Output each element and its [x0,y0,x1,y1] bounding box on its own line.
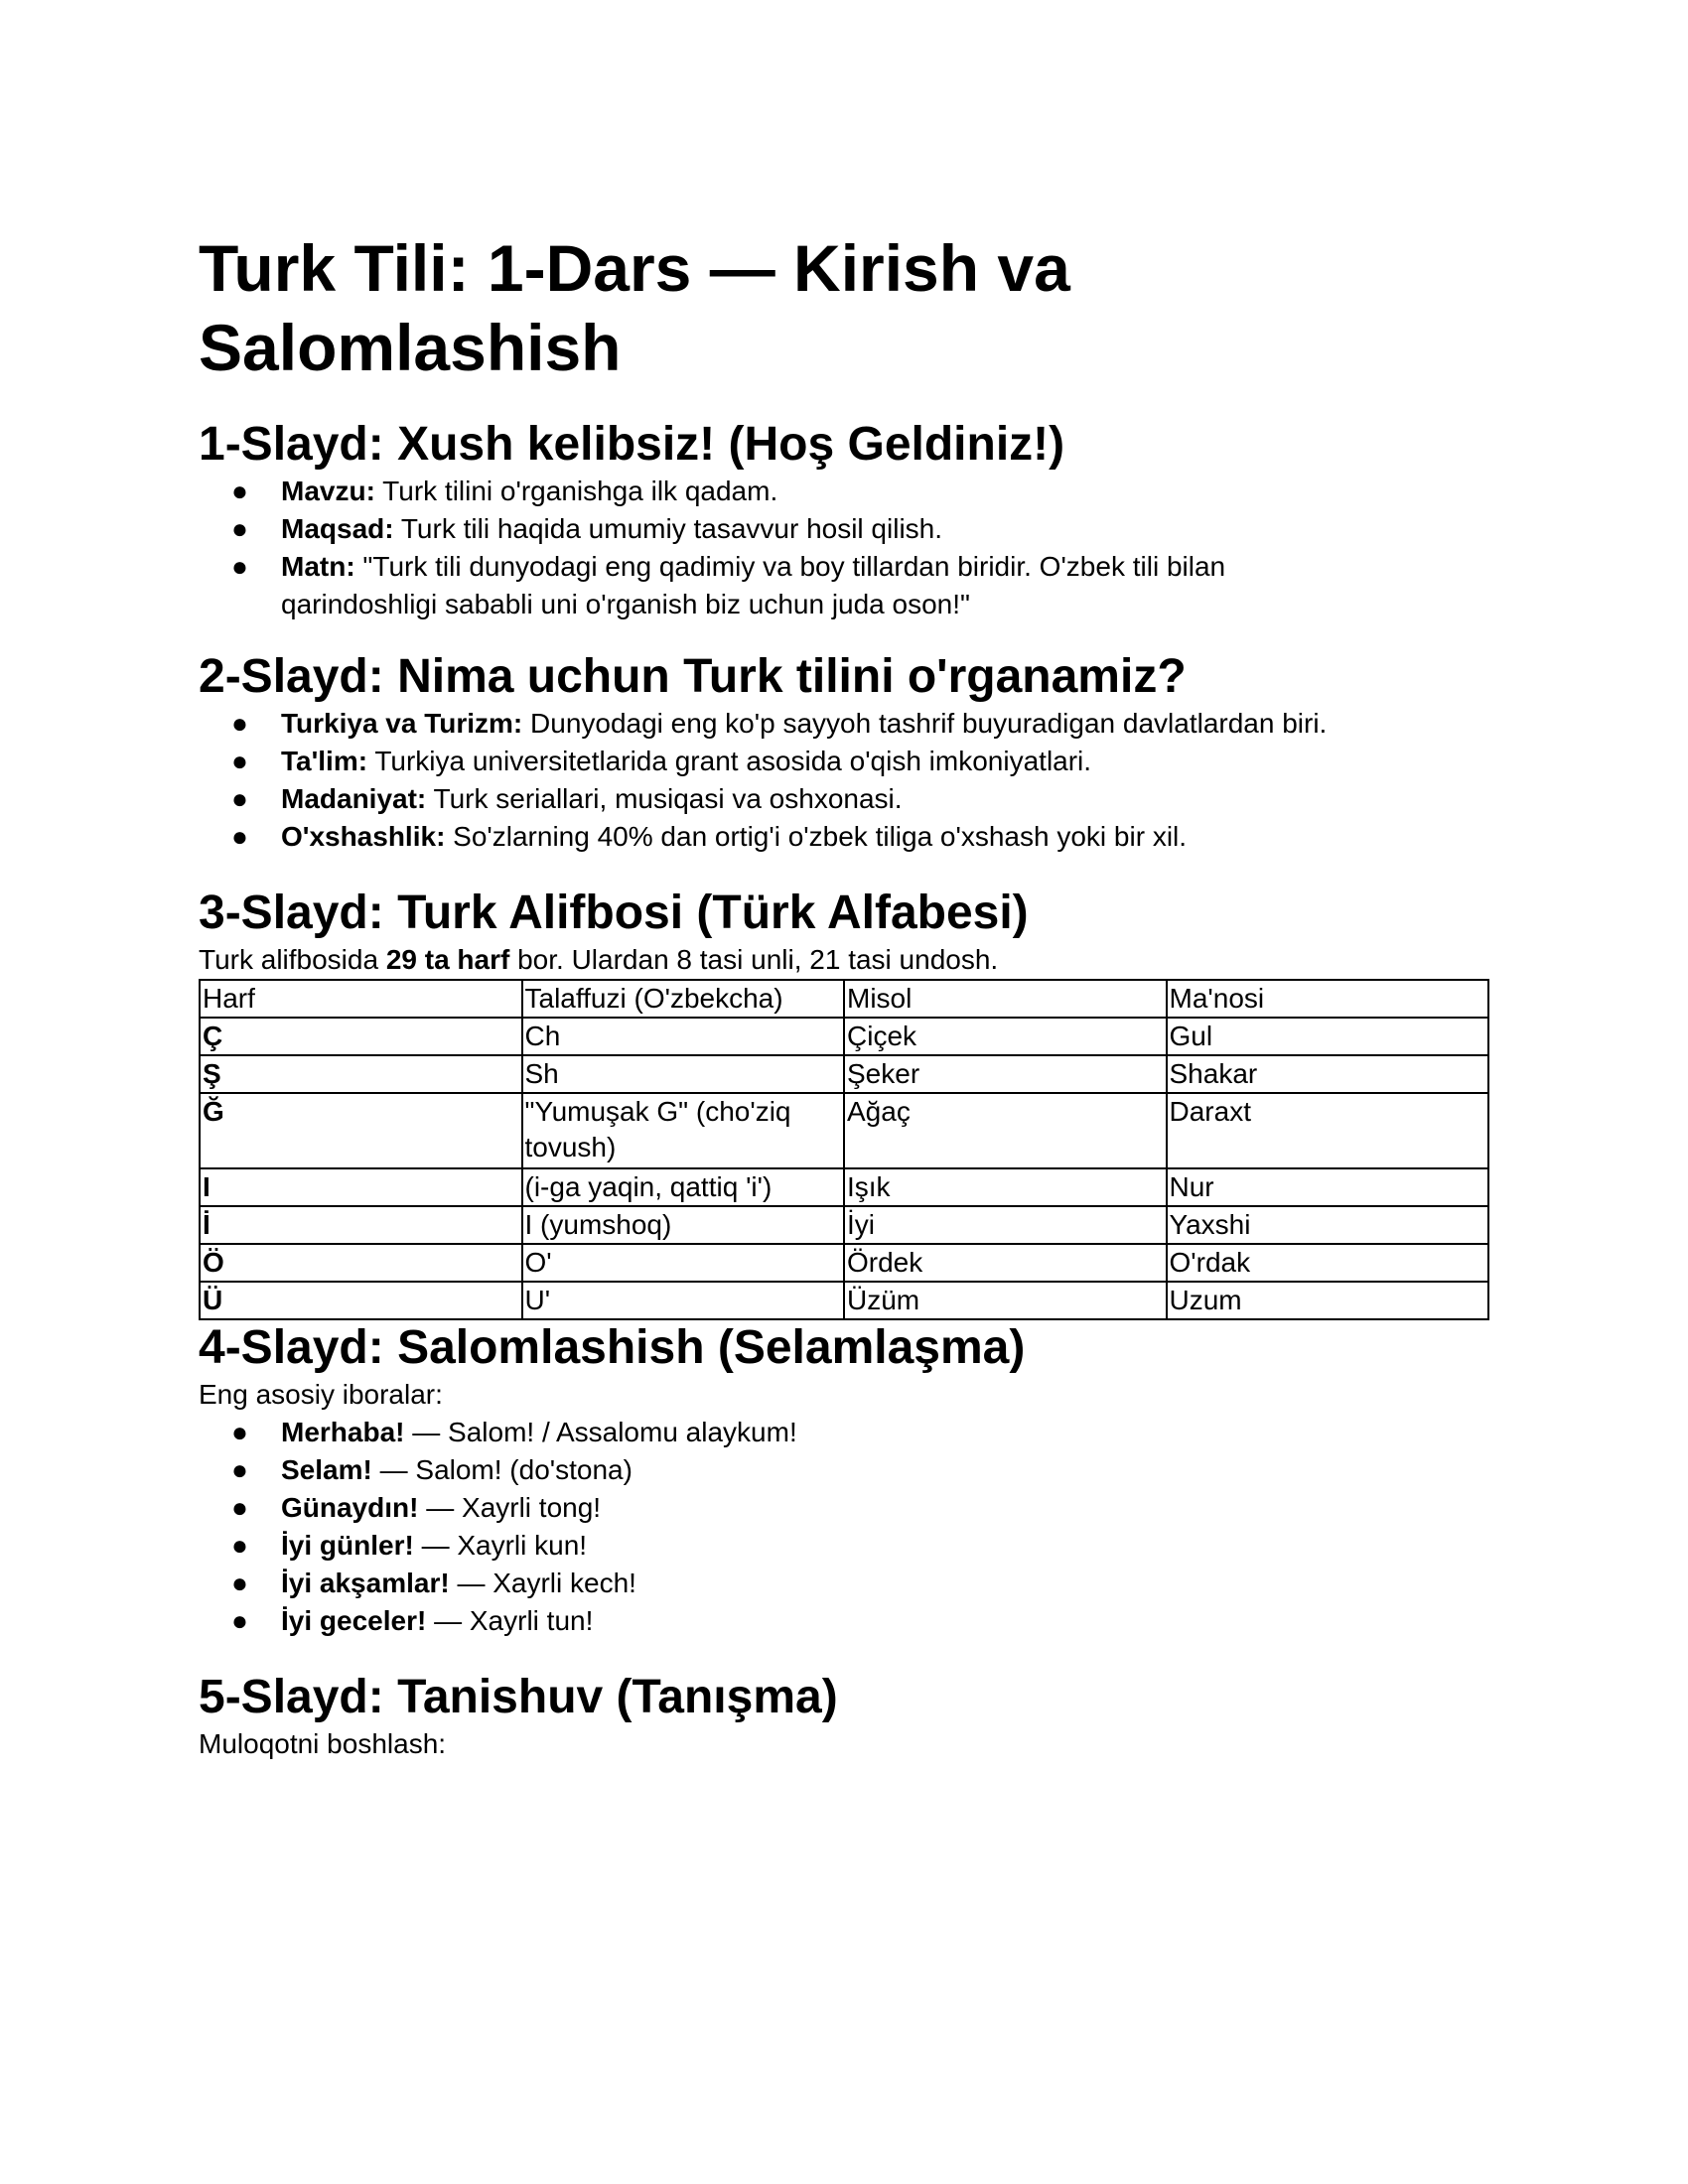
table-cell: Ördek [844,1244,1167,1282]
table-row [200,1206,1488,1244]
table-cell: Gul [1167,1018,1489,1055]
letter-cell: İ [200,1206,522,1244]
item-text: "Turk tili dunyodagi eng qadimiy va boy tillardan biridir. O'zbek tili bilan qarindoshligi sababli uni o'rganish biz uchun juda oson!" [281,551,1226,619]
list-item [199,780,1373,818]
table-row [200,1018,1488,1055]
letter-cell: Ğ [200,1093,522,1168]
table-cell: (i-ga yaqin, qattiq 'i') [522,1168,845,1206]
slide-1-list [199,473,1489,623]
list-item [199,510,1373,548]
table-header-row [200,980,1488,1018]
table-cell: O'rdak [1167,1244,1489,1282]
table-cell: Nur [1167,1168,1489,1206]
document-title: Turk Tili: 1-Dars — Kirish va Salomlashish [199,231,1070,384]
letter-cell: Ş [200,1055,522,1093]
bullet-icon: ● [231,1568,248,1598]
bullet-icon: ● [231,551,248,582]
table-cell: I (yumshoq) [522,1206,845,1244]
item-label: İyi akşamlar! [281,1568,450,1598]
intro-text: Turk alifbosida [199,944,386,975]
conversation-intro: Muloqotni boshlash: [199,1728,447,1759]
table-cell: Ch [522,1018,845,1055]
letter-cell: Ö [200,1244,522,1282]
item-text: Dunyodagi eng ko'p sayyoh tashrif buyuradigan davlatlardan biri. [522,708,1328,739]
list-item [199,548,1373,623]
item-label: Turkiya va Turizm: [281,708,523,739]
header-cell: Harf [200,980,522,1018]
item-label: Matn: [281,551,355,582]
item-text: Turk seriallari, musiqasi va oshxonasi. [426,783,903,814]
greetings-intro: Eng asosiy iboralar: [199,1379,443,1410]
header-cell: Talaffuzi (O'zbekcha) [522,980,845,1018]
table-cell: Yaxshi [1167,1206,1489,1244]
table-cell: Daraxt [1167,1093,1489,1168]
list-item [199,473,1373,510]
item-label: İyi geceler! [281,1605,427,1636]
item-label: Merhaba! [281,1417,405,1447]
table-row [200,1055,1488,1093]
document-page [199,228,1489,1763]
item-label: O'xshashlik: [281,821,446,852]
item-text: — Xayrli tun! [426,1605,594,1636]
item-text: Turk tilini o'rganishga ilk qadam. [374,476,778,506]
table-row [200,1244,1488,1282]
bullet-icon: ● [231,476,248,506]
bullet-icon: ● [231,1605,248,1636]
table-row [200,1093,1488,1168]
intro-text: bor. Ulardan 8 tasi unli, 21 tasi undosh. [509,944,999,975]
table-cell: İyi [844,1206,1167,1244]
bullet-icon: ● [231,1454,248,1485]
list-item [199,1414,1373,1451]
item-label: Günaydın! [281,1492,419,1523]
list-item [199,1489,1373,1527]
item-label: İyi günler! [281,1530,414,1561]
item-label: Selam! [281,1454,372,1485]
list-item [199,1565,1373,1602]
item-text: — Salom! (do'stona) [371,1454,633,1485]
header-cell: Misol [844,980,1167,1018]
table-cell: Şeker [844,1055,1167,1093]
letter-cell: Ç [200,1018,522,1055]
alphabet-intro [199,941,1489,979]
list-item [199,818,1373,856]
item-text: So'zlarning 40% dan ortig'i o'zbek tiliga o'xshash yoki bir xil. [445,821,1188,852]
list-item [199,743,1373,780]
header-cell: Ma'nosi [1167,980,1489,1018]
letter-cell: I [200,1168,522,1206]
item-label: Maqsad: [281,513,394,544]
item-text: — Xayrli tong! [418,1492,602,1523]
bullet-icon: ● [231,1417,248,1447]
letter-cell: Ü [200,1282,522,1319]
slide-2-list [199,705,1489,856]
table-cell: Çiçek [844,1018,1167,1055]
table-cell: Ağaç [844,1093,1167,1168]
bullet-icon: ● [231,513,248,544]
bullet-icon: ● [231,1530,248,1561]
bullet-icon: ● [231,746,248,776]
item-label: Madaniyat: [281,783,427,814]
bullet-icon: ● [231,708,248,739]
alphabet-table [199,979,1489,1320]
bullet-icon: ● [231,783,248,814]
item-text: — Salom! / Assalomu alaykum! [404,1417,797,1447]
slide-1-heading: 1-Slayd: Xush kelibsiz! (Hoş Geldiniz!) [199,418,1065,471]
table-cell: Shakar [1167,1055,1489,1093]
item-text: Turkiya universitetlarida grant asosida o'qish imkoniyatlari. [367,746,1092,776]
list-item [199,1451,1373,1489]
item-text: Turk tili haqida umumiy tasavvur hosil qilish. [393,513,943,544]
item-text: — Xayrli kun! [413,1530,588,1561]
table-cell: Uzum [1167,1282,1489,1319]
list-item [199,705,1373,743]
slide-5-heading: 5-Slayd: Tanishuv (Tanışma) [199,1671,838,1723]
bullet-icon: ● [231,821,248,852]
list-item [199,1602,1373,1640]
table-cell: Sh [522,1055,845,1093]
table-cell: U' [522,1282,845,1319]
item-text: — Xayrli kech! [449,1568,636,1598]
bullet-icon: ● [231,1492,248,1523]
slide-2-heading: 2-Slayd: Nima uchun Turk tilini o'rganamiz? [199,650,1187,703]
table-row [200,1282,1488,1319]
table-cell: Işık [844,1168,1167,1206]
table-row [200,1168,1488,1206]
item-label: Ta'lim: [281,746,368,776]
table-cell: "Yumuşak G" (cho'ziq tovush) [522,1093,845,1168]
intro-bold: 29 ta harf [385,944,510,975]
list-item [199,1527,1373,1565]
slide-4-heading: 4-Slayd: Salomlashish (Selamlaşma) [199,1321,1026,1374]
item-label: Mavzu: [281,476,375,506]
slide-3-heading: 3-Slayd: Turk Alifbosi (Türk Alfabesi) [199,887,1029,939]
slide-4-list [199,1414,1489,1640]
table-cell: Üzüm [844,1282,1167,1319]
table-cell: O' [522,1244,845,1282]
